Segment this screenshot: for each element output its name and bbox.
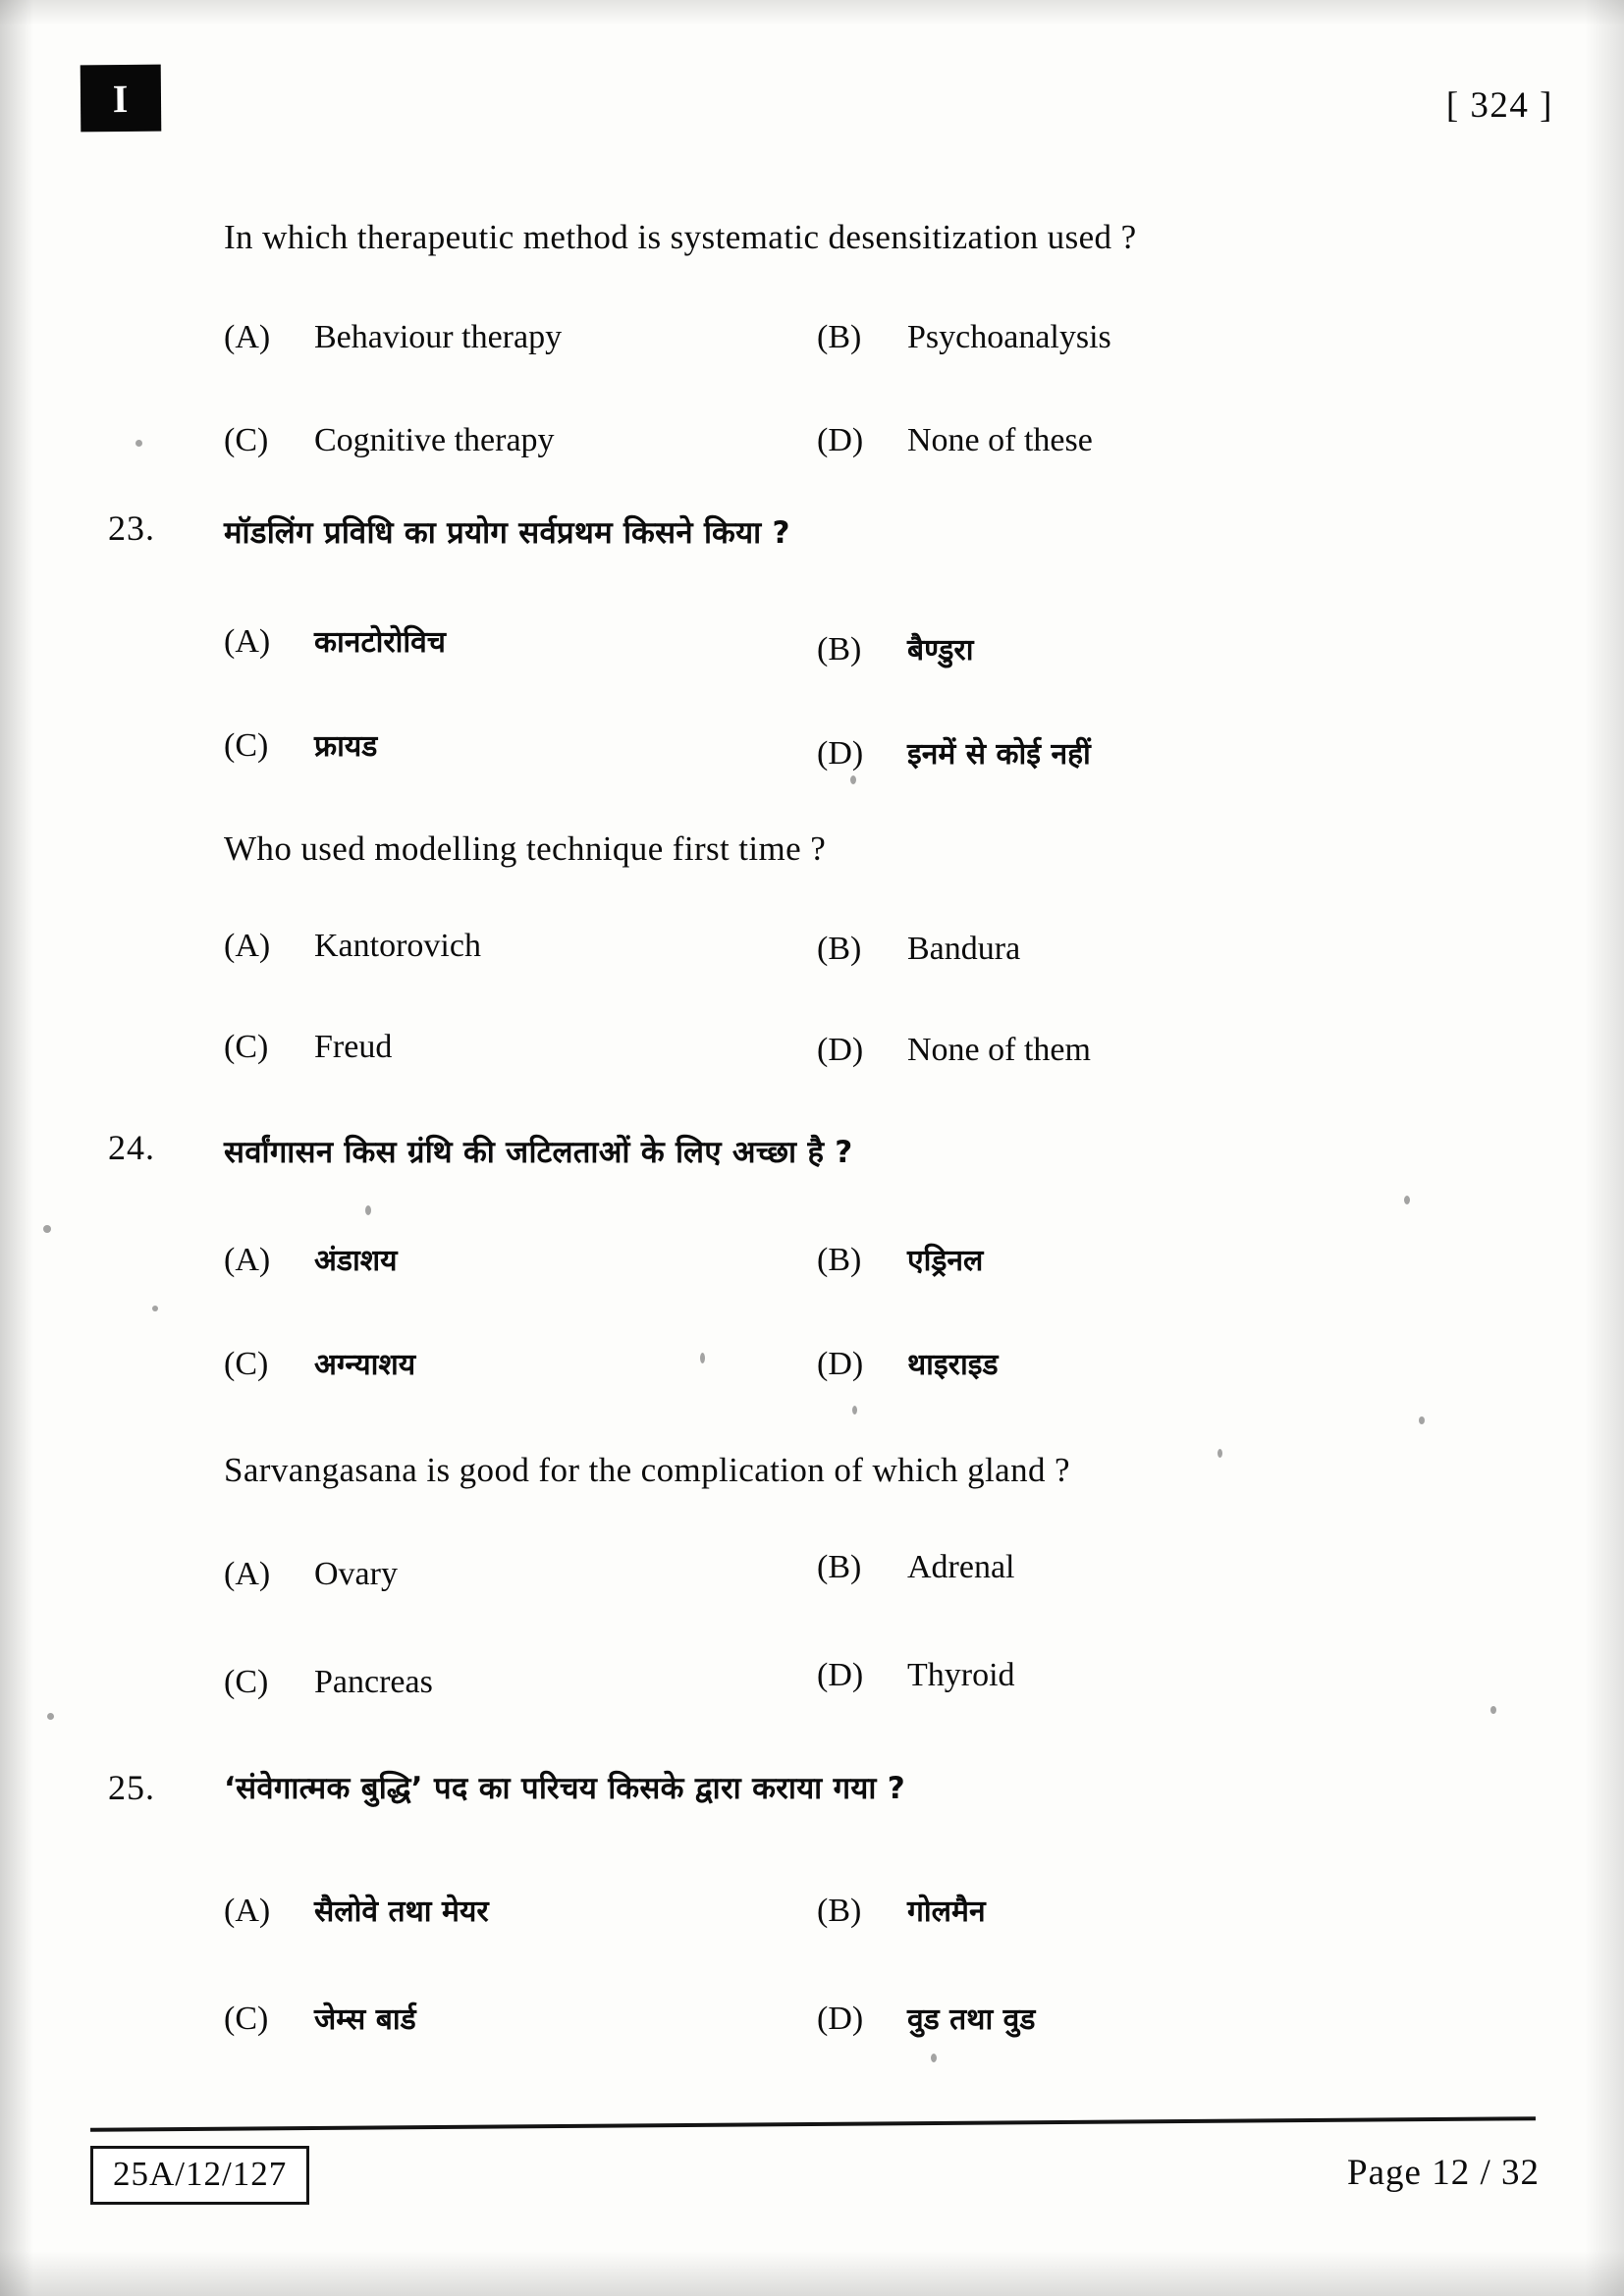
question-24-english-option-c[interactable] (224, 1664, 433, 1701)
option-text: Behaviour therapy (314, 319, 563, 355)
question-22-english-stem: In which therapeutic method is systematic desensitization used ? (224, 218, 1137, 256)
footer-divider-rule (90, 2116, 1536, 2132)
scan-edge-shadow-right (1585, 0, 1624, 2296)
question-23-hindi-option-b[interactable] (817, 628, 973, 668)
option-text: जेम्स बार्ड (314, 2002, 416, 2037)
question-24-english-option-b[interactable] (817, 1549, 1015, 1586)
question-23-hindi-option-c[interactable] (224, 724, 377, 765)
question-23-number: 23. (108, 508, 155, 548)
option-text: वुड तथा वुड (907, 2002, 1036, 2037)
footer-page-number: Page 12 / 32 (1347, 2153, 1540, 2193)
option-label: (C) (224, 727, 269, 764)
scan-edge-shadow-top (0, 0, 1624, 26)
option-label: (B) (817, 631, 862, 667)
option-label: (D) (817, 1346, 864, 1382)
option-text: फ्रायड (314, 729, 378, 764)
option-text: एड्रिनल (907, 1244, 984, 1278)
option-label: (C) (224, 422, 269, 458)
option-text: Adrenal (907, 1549, 1015, 1585)
question-25-hindi-option-a[interactable] (224, 1890, 489, 1930)
option-text: Kantorovich (314, 928, 481, 964)
option-text: Cognitive therapy (314, 422, 555, 458)
footer-paper-code-box: 25A/12/127 (90, 2146, 309, 2205)
option-label: (C) (224, 1346, 269, 1382)
question-23-hindi-option-d[interactable] (817, 732, 1091, 773)
option-label: (C) (224, 1664, 269, 1700)
option-text: बैण्डुरा (907, 633, 974, 667)
scan-edge-shadow-left (0, 0, 33, 2296)
question-23-hindi-option-a[interactable] (224, 620, 446, 661)
option-text: None of these (907, 422, 1093, 458)
option-label: (D) (817, 1032, 864, 1068)
option-label: (A) (224, 623, 271, 660)
option-text: अग्न्याशय (314, 1348, 416, 1382)
option-label: (A) (224, 1893, 271, 1929)
option-text: थाइराइड (907, 1348, 999, 1382)
option-label: (A) (224, 1556, 271, 1592)
option-text: Ovary (314, 1556, 398, 1592)
option-text: सैलोवे तथा मेयर (314, 1895, 489, 1929)
question-24-hindi-option-d[interactable] (817, 1343, 999, 1383)
option-text: Freud (314, 1029, 393, 1065)
option-text: Bandura (907, 931, 1021, 967)
question-25-hindi-option-c[interactable] (224, 1998, 416, 2038)
question-25-hindi-stem: ‘संवेगात्मक बुद्धि’ पद का परिचय किसके द्वारा कराया गया ? (224, 1771, 906, 1806)
paper-code: [ 324 ] (1445, 85, 1553, 126)
question-24-hindi-option-c[interactable] (224, 1343, 415, 1383)
option-label: (B) (817, 1242, 862, 1278)
question-24-english-stem: Sarvangasana is good for the complication of which gland ? (224, 1451, 1070, 1489)
question-24-english-option-d[interactable] (817, 1657, 1015, 1694)
option-label: (B) (817, 319, 862, 355)
option-text: अंडाशय (314, 1244, 398, 1278)
option-label: (A) (224, 928, 271, 964)
option-label: (C) (224, 1029, 269, 1065)
question-22-option-b[interactable] (817, 319, 1111, 356)
question-23-english-option-d[interactable] (817, 1032, 1091, 1069)
booklet-series-badge: I (81, 65, 162, 133)
question-24-hindi-option-b[interactable] (817, 1239, 983, 1279)
question-25-hindi-option-b[interactable] (817, 1890, 986, 1930)
option-text: इनमें से कोई नहीं (907, 737, 1091, 772)
option-label: (D) (817, 2001, 864, 2037)
option-label: (C) (224, 2001, 269, 2037)
option-label: (A) (224, 319, 271, 355)
question-23-hindi-stem: मॉडलिंग प्रविधि का प्रयोग सर्वप्रथम किसने किया ? (224, 515, 790, 551)
option-label: (B) (817, 1893, 862, 1929)
question-23-english-option-a[interactable] (224, 928, 481, 965)
question-25-hindi-option-d[interactable] (817, 1998, 1035, 2038)
question-24-english-option-a[interactable] (224, 1556, 398, 1593)
option-label: (D) (817, 422, 864, 458)
option-text: Psychoanalysis (907, 319, 1111, 355)
question-22-option-a[interactable] (224, 319, 562, 356)
option-text: Thyroid (907, 1657, 1015, 1693)
option-label: (B) (817, 931, 862, 967)
question-23-english-option-c[interactable] (224, 1029, 392, 1066)
question-22-option-c[interactable] (224, 422, 555, 459)
option-text: Pancreas (314, 1664, 433, 1700)
question-23-english-stem: Who used modelling technique first time ? (224, 829, 827, 868)
question-24-number: 24. (108, 1128, 155, 1167)
option-text: कानटोरोविच (314, 625, 446, 660)
question-24-hindi-stem: सर्वांगासन किस ग्रंथि की जटिलताओं के लिए अच्छा है ? (224, 1135, 853, 1170)
option-label: (B) (817, 1549, 862, 1585)
option-text: None of them (907, 1032, 1091, 1068)
question-23-english-option-b[interactable] (817, 931, 1020, 968)
question-25-number: 25. (108, 1768, 155, 1807)
option-label: (D) (817, 1657, 864, 1693)
scan-edge-shadow-bottom (0, 2251, 1624, 2296)
option-text: गोलमैन (907, 1895, 986, 1929)
question-24-hindi-option-a[interactable] (224, 1239, 398, 1279)
option-label: (D) (817, 735, 864, 772)
option-label: (A) (224, 1242, 271, 1278)
question-22-option-d[interactable] (817, 422, 1093, 459)
